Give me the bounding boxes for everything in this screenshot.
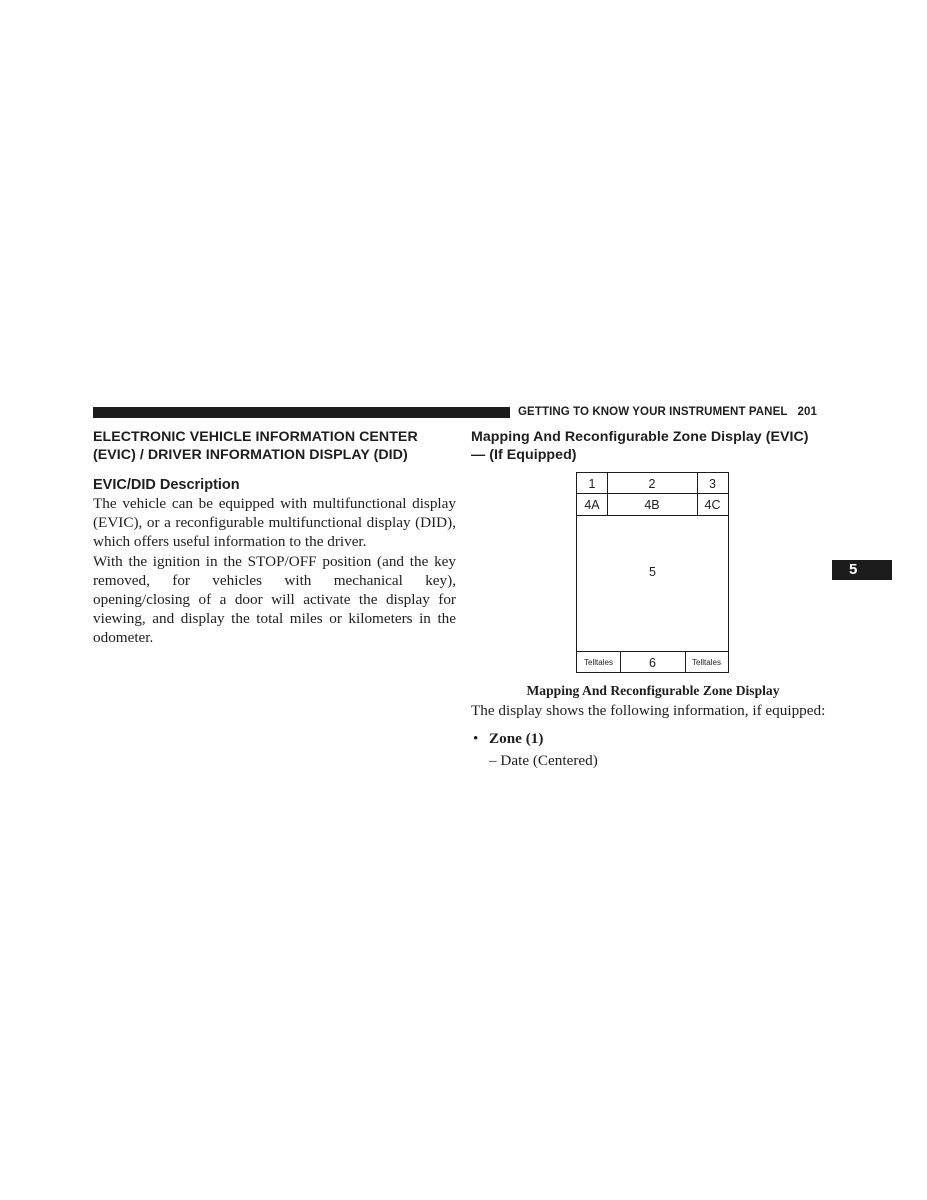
bullet-icon: • [473,730,479,748]
header-rule [93,407,510,418]
zone-6-label: 6 [649,655,656,670]
zone-4c-label: 4C [704,497,721,512]
paragraph-description: The vehicle can be equipped with multifunctional display (EVIC), or a reconfigurable multifunctional display (DID), which offers useful information to the driver. [93,495,456,551]
left-column [93,428,456,648]
zone-5-label: 5 [649,565,656,579]
section-title-line2: (EVIC) / DRIVER INFORMATION DISPLAY (DID) [93,447,408,463]
telltales-right-label: Telltales [692,658,721,667]
zone-1-label: 1 [588,476,596,491]
paragraph-intro: The display shows the following information, if equipped: [471,702,826,719]
right-column [471,428,835,464]
section-title [93,428,456,464]
zone-4b-label: 4B [644,497,660,512]
running-title: GETTING TO KNOW YOUR INSTRUMENT PANEL [518,406,788,418]
mapping-heading [471,428,835,464]
zone-display-diagram [576,472,729,673]
bullet-zone1-label: Zone (1) [489,730,544,748]
mapping-heading-line2: — (If Equipped) [471,447,577,463]
list-item [471,729,835,748]
chapter-tab: 5 [832,560,892,580]
zone-4a-label: 4A [584,497,600,512]
paragraph-ignition: With the ignition in the STOP/OFF position (and the key removed, for vehicles with mechanical key), opening/closing of a door will activate the display for viewing, and display the total miles or kilometers in the odometer. [93,552,456,647]
zone-info-section [471,701,835,771]
zone-3-label: 3 [709,476,716,491]
figure-caption: Mapping And Reconfigurable Zone Display [526,683,780,698]
mapping-heading-line1: Mapping And Reconfigurable Zone Display (EVIC) [471,429,809,445]
subheading-evic-did: EVIC/DID Description [93,477,240,493]
section-title-line1: ELECTRONIC VEHICLE INFORMATION CENTER [93,429,418,445]
diagram-divider [577,515,728,516]
sub-item-date: – Date (Centered) [489,752,598,770]
zone-2-label: 2 [648,476,656,491]
telltales-left-label: Telltales [584,658,613,667]
page-number: 201 [797,406,817,418]
running-header [518,406,838,420]
